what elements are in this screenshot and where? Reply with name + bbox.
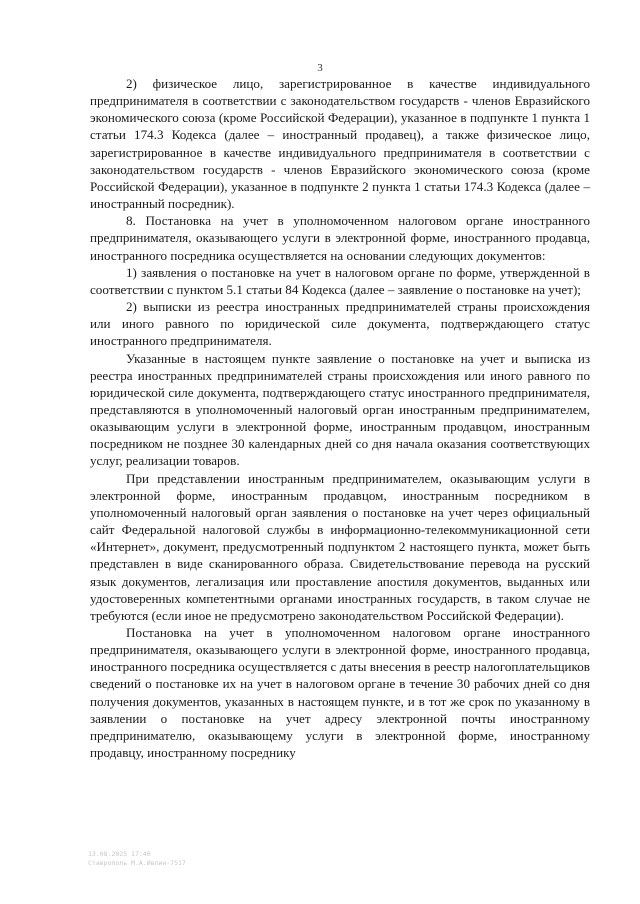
footer-operator: Ставрополь М.А.Ивлин-7517 (88, 859, 186, 867)
document-body (90, 75, 590, 761)
footer-timestamp: 13.08.2025 17:40 (88, 850, 151, 858)
paragraph-scanned-copy: При представлении иностранным предпринимателем, оказывающим услуги в электронной форме, иностранным продавцом, иностранным посредником в уполномоченный налоговый орган заявления о постановке на учет через официальный сайт Федеральной налоговой службы в информационно-телекоммуникационной сети «Интернет», документ, предусмотренный подпунктом 2 настоящего пункта, может быть представлен в виде сканированного образа. Свидетельствование перевода на русский язык документов, легализация или проставление апостиля документов, выданных или удостоверенных компетентными органами иностранных государств, в таком случае не требуются (если иное не предусмотрено законодательством Российской Федерации). (90, 470, 590, 623)
document-footer-stamp (88, 850, 186, 868)
paragraph-physical-person: 2) физическое лицо, зарегистрированное в качестве индивидуального предпринимателя в соответствии с законодательством государств - членов Евразийского экономического союза (кроме Российской Федерации), указанное в подпункте 1 пункта 1 статьи 174.3 Кодекса (далее – иностранный продавец), а также физическое лицо, зарегистрированное в качестве индивидуального предпринимателя в соответствии с законодательством государств - членов Евразийского экономического союза (кроме Российской Федерации), указанное в подпункте 2 пункта 1 статьи 174.3 Кодекса (далее – иностранный посредник). (90, 76, 590, 212)
paragraph-item-8: 8. Постановка на учет в уполномоченном налоговом органе иностранного предпринимателя, оказывающего услуги в электронной форме, иностранного продавца, иностранного посредника осуществляется на основании следующих документов: (90, 213, 590, 263)
paragraph-submission-deadline: Указанные в настоящем пункте заявление о постановке на учет и выписка из реестра иностранных предпринимателей страны происхождения или иного равного по юридической силе документа, подтверждающего статус иностранного предпринимателя, представляются в уполномоченный налоговый орган иностранным предпринимателем, оказывающим услуги в электронной форме, иностранным продавцом, иностранным посредником не позднее 30 календарных дней со дня начала оказания соответствующих услуг, реализации товаров. (90, 350, 590, 469)
paragraph-registration-date: Постановка на учет в уполномоченном налоговом органе иностранного предпринимателя, оказывающего услуги в электронной форме, иностранного продавца, иностранного посредника осуществляется с даты внесения в реестр налогоплательщиков сведений о постановке их на учет в налоговом органе в течение 30 рабочих дней со дня получения документов, указанных в настоящем пункте, и в тот же срок по указанному в заявлении о постановке на учет адресу электронной почты иностранному предпринимателю, оказывающему услуги в электронной форме, иностранному продавцу, иностранному посреднику (90, 625, 590, 761)
paragraph-subitem-1: 1) заявления о постановке на учет в налоговом органе по форме, утвержденной в соответствии с пунктом 5.1 статьи 84 Кодекса (далее – заявление о постановке на учет); (90, 264, 590, 297)
paragraph-subitem-2: 2) выписки из реестра иностранных предпринимателей страны происхождения или иного равного по юридической силе документа, подтверждающего статус иностранного предпринимателя. (90, 299, 590, 349)
page-number: 3 (317, 62, 323, 74)
